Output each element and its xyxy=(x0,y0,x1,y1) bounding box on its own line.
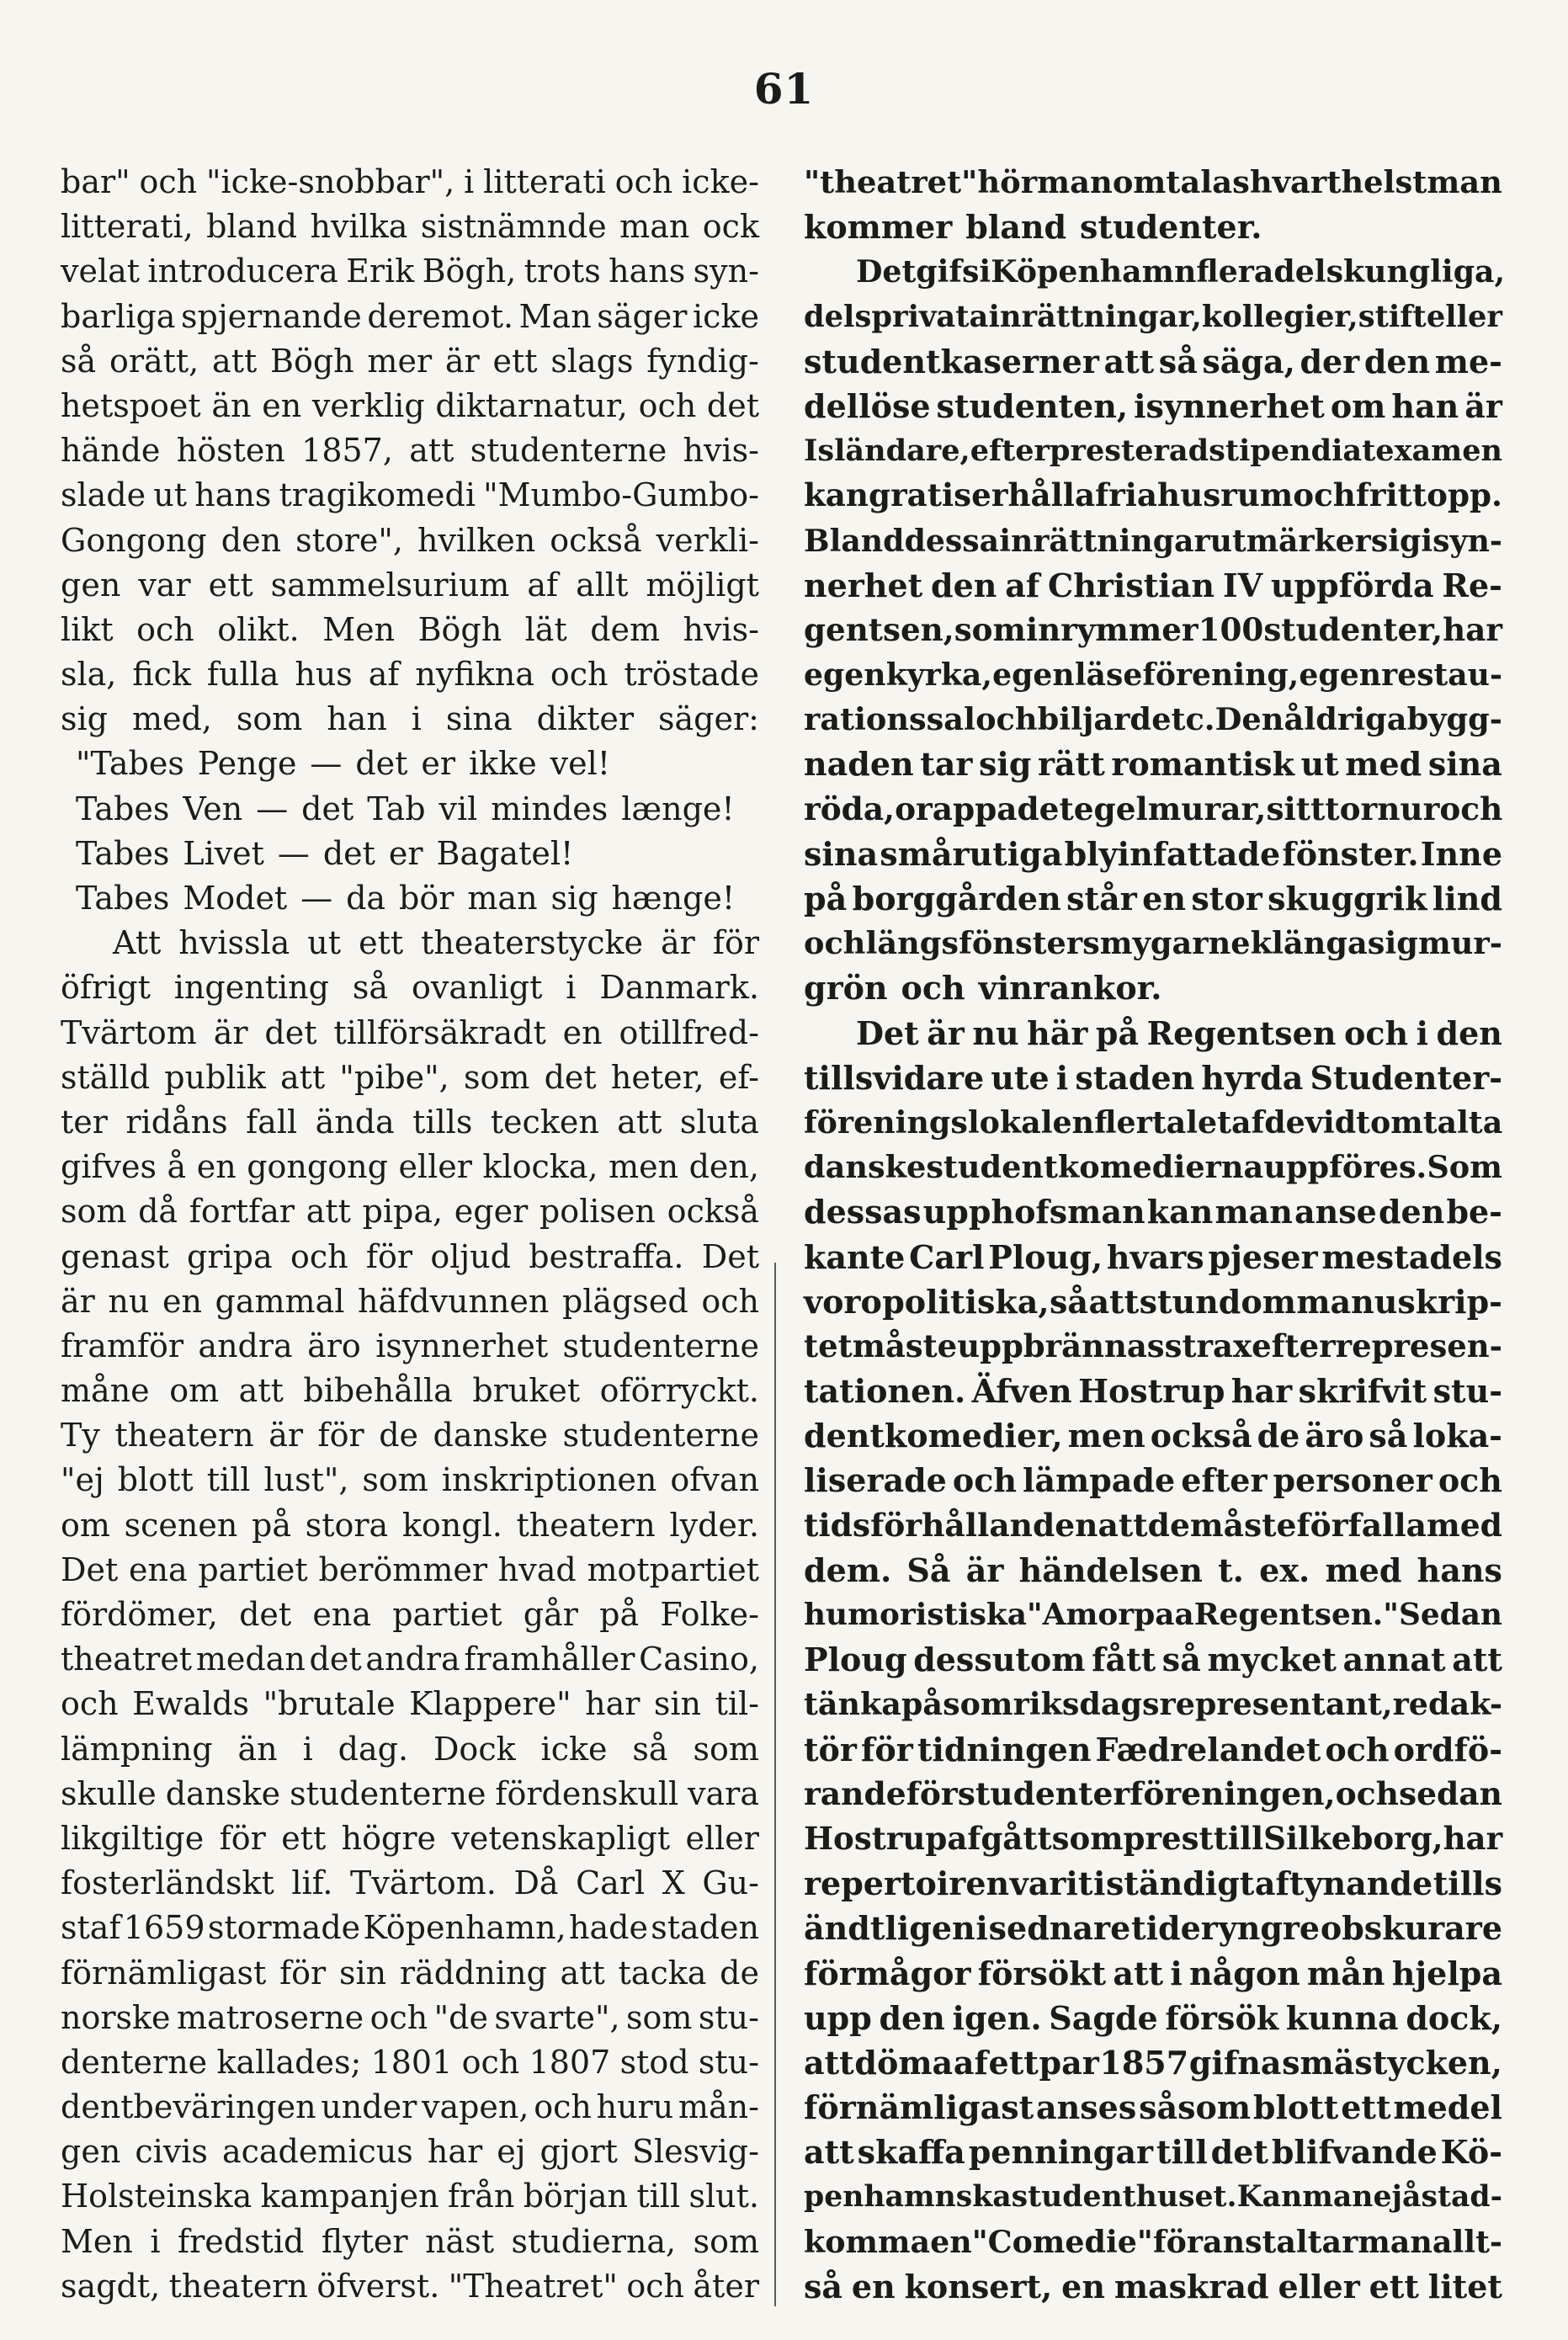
text-line: Tvärtom är det tillförsäkradt en otillfred- xyxy=(61,1013,759,1051)
text-line: kante Carl Ploug, hvars pjeser mestadels xyxy=(804,1237,1502,1276)
text-line: Tabes Modet — da bör man sig hænge! xyxy=(76,880,736,917)
left-text-column xyxy=(61,160,759,2309)
text-line: dem. Så är händelsen t. ex. med hans xyxy=(804,1550,1502,1589)
text-line: staf 1659 stormade Köpenhamn, hade staden xyxy=(61,1909,759,1947)
text-line: likt och olikt. Men Bögh lät dem hvis- xyxy=(61,610,759,648)
text-line: Hostrup afgått som prest till Silkeborg, har xyxy=(804,1819,1503,1857)
text-line: Holsteinska kampanjen från början till slut. xyxy=(61,2178,759,2215)
text-line: kan gratis erhålla fria husrum och fritt opp. xyxy=(804,476,1502,514)
text-line: "Tabes Penge — det er ikke vel! xyxy=(76,745,611,783)
text-line: Tabes Livet — det er Bagatel! xyxy=(76,834,574,872)
text-line: komma en "Comedie" föranstaltar man allt- xyxy=(804,2223,1502,2260)
text-line: om scenen på stora kongl. theatern lyder. xyxy=(61,1506,759,1544)
text-line: dessas upphofsman kan man anse den be- xyxy=(804,1193,1502,1231)
text-line: bar" och "icke-snobbar", i litterati och icke- xyxy=(61,163,759,200)
text-line: så en konsert, en maskrad eller ett litet xyxy=(804,2267,1502,2305)
text-line: humoristiska "Amor paa Regentsen." Sedan xyxy=(804,1597,1502,1632)
text-line: genast gripa och för oljud bestraffa. Det xyxy=(61,1237,759,1275)
text-line: egen kyrka, egen läseförening, egen restau- xyxy=(804,657,1502,694)
text-line: Det är nu här på Regentsen och i den xyxy=(856,1013,1502,1052)
text-line: Isländare, efter presterad stipendiatexamen xyxy=(804,433,1502,469)
text-line: "ej blott till lust", som inskriptionen ofvan xyxy=(61,1461,759,1499)
text-line: måne om att bibehålla bruket oförryckt. xyxy=(61,1372,759,1410)
right-text-column xyxy=(804,160,1506,2309)
text-line: sina smårutiga blyinfattade fönster. Inne xyxy=(804,834,1502,873)
text-line: Ty theatern är för de danske studenterne xyxy=(61,1417,759,1455)
text-line: att skaffa penningar till det blifvande Kö- xyxy=(804,2133,1502,2172)
text-line: som då fortfar att pipa, eger polisen också xyxy=(61,1193,759,1231)
text-line: rande för studenterföreningen, och sedan xyxy=(804,1774,1502,1812)
text-line: litterati, bland hvilka sistnämnde man ock xyxy=(61,208,759,246)
text-line: Bland dessa inrättningar utmärker sig isyn- xyxy=(804,522,1502,559)
text-line: är nu en gammal häfdvunnen plägsed och xyxy=(61,1282,759,1320)
text-line: rationssal och biljard etc. Den åldriga bygg- xyxy=(804,701,1502,738)
text-line: gentsen, som inrymmer 100 studenter, har xyxy=(804,610,1502,648)
text-line: dentkomedier, men också de äro så loka- xyxy=(804,1417,1502,1455)
text-line: Men i fredstid flyter näst studierna, som xyxy=(61,2222,759,2260)
text-line: Det ena partiet berömmer hvad motpartiet xyxy=(61,1550,759,1588)
text-line: grön och vinrankor. xyxy=(804,969,1162,1008)
text-line: fosterländskt lif. Tvärtom. Då Carl X Gu- xyxy=(61,1864,759,1902)
text-line: naden tar sig rätt romantisk ut med sina xyxy=(804,745,1502,784)
text-line: framför andra äro isynnerhet studenterne xyxy=(61,1327,759,1364)
text-line: studentkaserner att så säga, der den me- xyxy=(804,342,1502,380)
text-line: skulle danske studenterne fördenskull vara xyxy=(61,1774,759,1812)
text-line: norske matroserne och "de svarte", som stu- xyxy=(61,1998,759,2036)
text-line: Ploug dessutom fått så mycket annat att xyxy=(804,1641,1502,1679)
text-line: Det gifs i Köpenhamn flera dels kungliga, xyxy=(856,253,1506,290)
text-line: liserade och lämpade efter personer och xyxy=(804,1461,1502,1500)
text-line: tationen. Äfven Hostrup har skrifvit stu- xyxy=(804,1372,1502,1411)
text-line: förnämligast anses såsom blott ett medel xyxy=(804,2088,1502,2127)
text-line: likgiltige för ett högre vetenskapligt eller xyxy=(61,1819,759,1857)
text-line: Tabes Ven — det Tab vil mindes længe! xyxy=(76,790,735,827)
text-line: dellöse studenten, isynnerhet om han är xyxy=(804,386,1502,425)
text-line: ändtligen i sednare tider yngre obskurare xyxy=(804,1909,1502,1948)
text-line: gifves å en gongong eller klocka, men den, xyxy=(61,1148,759,1186)
text-line: kommer bland studenter. xyxy=(804,208,1262,247)
text-line: tet måste uppbrännas strax efter represen- xyxy=(804,1327,1502,1364)
text-line: sla, fick fulla hus af nyfikna och tröstade xyxy=(61,656,759,694)
text-line: ställd publik att "pibe", som det heter, ef- xyxy=(61,1058,759,1096)
text-line: hände hösten 1857, att studenterne hvis- xyxy=(61,432,759,470)
text-line: sig med, som han i sina dikter säger: xyxy=(61,700,759,738)
text-line: att döma af ett par 1857 gifna smästycken, xyxy=(804,2043,1502,2082)
text-line: så orätt, att Bögh mer är ett slags fyndig- xyxy=(61,342,759,380)
text-line: ter ridåns fall ända tills tecken att sluta xyxy=(61,1103,759,1141)
text-line: och längs fönstersmygarne klänga sig mur- xyxy=(804,925,1502,962)
text-line: fördömer, det ena partiet går på Folke- xyxy=(61,1596,759,1633)
text-line: barliga spjernande deremot. Man säger icke xyxy=(61,297,759,335)
text-line: tör för tidningen Fædrelandet och ordfö- xyxy=(804,1730,1502,1768)
text-line: upp den igen. Sagde försök kunna dock, xyxy=(804,1998,1502,2037)
text-line: voro politiska, så att stundom manuskrip- xyxy=(804,1282,1502,1321)
text-line: förnämligast för sin räddning att tacka de xyxy=(61,1954,759,1992)
text-line: hetspoet än en verklig diktarnatur, och det xyxy=(61,386,759,424)
text-line: tillsvidare ute i staden hyrda Studenter- xyxy=(804,1058,1502,1097)
text-line: dentbeväringen under vapen, och huru mån- xyxy=(61,2088,759,2126)
text-line: gen civis academicus har ej gjort Slesvig- xyxy=(61,2133,759,2171)
text-line: öfrigt ingenting så ovanligt i Danmark. xyxy=(61,969,759,1007)
page-number: 61 xyxy=(753,64,815,114)
text-line: röda, orappade tegelmurar, sitt tornur och xyxy=(804,790,1503,827)
text-line: denterne kallades; 1801 och 1807 stod stu- xyxy=(61,2043,759,2081)
text-line: nerhet den af Christian IV uppförda Re- xyxy=(804,566,1502,604)
text-line: "theatret" hör man omtalas hvarthelst man xyxy=(804,163,1502,200)
text-line: theatret medan det andra framhåller Casino, xyxy=(61,1641,759,1678)
text-line: dels privata inrättningar, kollegier, stift eller xyxy=(804,299,1502,334)
text-line: velat introducera Erik Bögh, trots hans syn- xyxy=(61,253,759,290)
text-line: slade ut hans tragikomedi "Mumbo-Gumbo- xyxy=(61,476,759,514)
text-line: föreningslokalen flertalet af de vidtomtalta xyxy=(804,1104,1503,1141)
text-line: och Ewalds "brutale Klappere" har sin til- xyxy=(61,1685,759,1723)
text-line: gen var ett sammelsurium af allt möjligt xyxy=(61,566,759,604)
text-line: tänka på som riksdagsrepresentant, redak- xyxy=(804,1686,1502,1723)
text-line: på borggården står en stor skuggrik lind xyxy=(804,880,1502,917)
text-line: danske studentkomedierna uppföres. Som xyxy=(804,1149,1502,1186)
text-line: Gongong den store", hvilken också verkli- xyxy=(61,521,759,559)
text-line: lämpning än i dag. Dock icke så som xyxy=(61,1730,759,1768)
text-line: repertoiren varit i ständigt aftynande tills xyxy=(804,1864,1502,1903)
text-line: förmågor försökt att i någon mån hjelpa xyxy=(804,1954,1502,1992)
text-line: sagdt, theatern öfverst. "Theatret" och åter xyxy=(61,2267,759,2305)
text-line: Att hvissla ut ett theaterstycke är för xyxy=(113,924,759,962)
text-line: tidsförhållanden att de måste förfalla med xyxy=(804,1506,1502,1544)
text-line: penhamnska studenthuset. Kan man ej åstad- xyxy=(804,2179,1502,2215)
column-divider xyxy=(774,1263,776,2306)
